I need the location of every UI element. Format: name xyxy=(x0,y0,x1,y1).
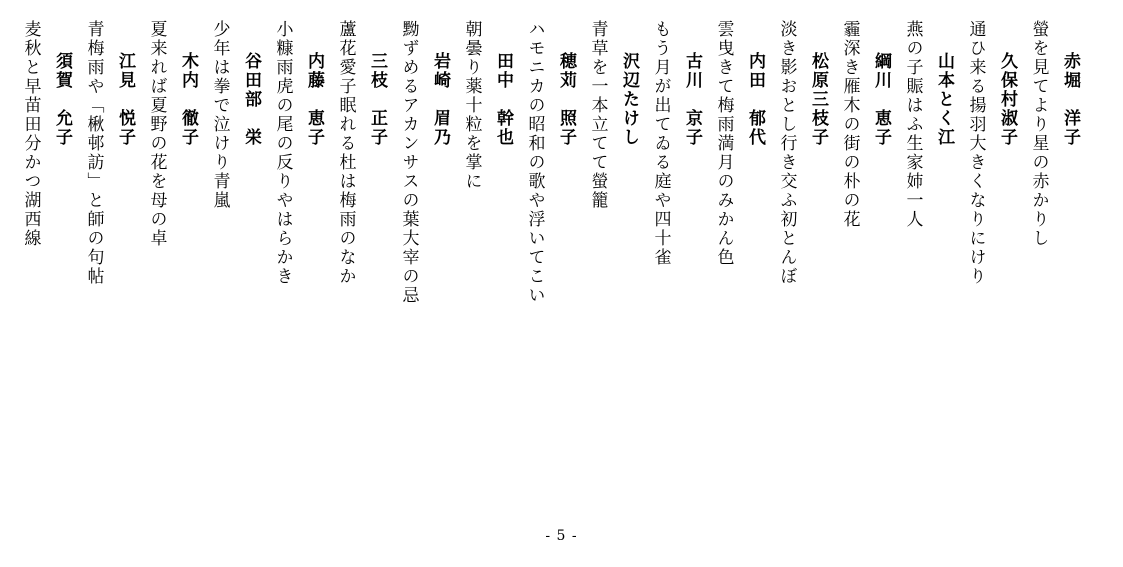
haiku-entry xyxy=(770,20,833,490)
haiku-entry xyxy=(518,20,581,490)
haiku-author: 三枝 正子 xyxy=(367,52,387,147)
haiku-entry xyxy=(896,20,959,490)
haiku-entry xyxy=(392,20,455,490)
haiku-poem: 朝曇り薬十粒を掌に xyxy=(461,20,482,191)
haiku-author: 沢辺たけし xyxy=(619,52,639,147)
haiku-author: 木内 徹子 xyxy=(178,52,198,147)
haiku-entry xyxy=(1022,20,1085,490)
haiku-poem: 黝ずめるアカンサスの葉大宰の忌 xyxy=(398,20,419,305)
haiku-author: 穂苅 照子 xyxy=(556,52,576,147)
haiku-author: 山本とく江 xyxy=(934,52,954,147)
haiku-poem: 霾深き雁木の街の朴の花 xyxy=(839,20,860,229)
haiku-entry xyxy=(581,20,644,490)
haiku-author: 内田 郁代 xyxy=(745,52,765,147)
haiku-list xyxy=(14,20,1085,490)
haiku-poem: 小糠雨虎の尾の反りやはらかき xyxy=(272,20,293,286)
haiku-poem: もう月が出てゐる庭や四十雀 xyxy=(650,20,671,267)
haiku-poem: 夏来れば夏野の花を母の卓 xyxy=(146,20,167,248)
haiku-author: 赤堀 洋子 xyxy=(1060,52,1080,147)
haiku-entry xyxy=(140,20,203,490)
haiku-entry xyxy=(14,20,77,490)
haiku-poem: 通ひ来る揚羽大きくなりにけり xyxy=(965,20,986,286)
haiku-poem: 雲曳きて梅雨満月のみかん色 xyxy=(713,20,734,267)
haiku-author: 田中 幹也 xyxy=(493,52,513,147)
haiku-poem: 青梅雨や「楸邨訪」と師の句帖 xyxy=(83,20,104,286)
haiku-poem: 蘆花愛子眠れる杜は梅雨のなか xyxy=(335,20,356,286)
haiku-author: 江見 悦子 xyxy=(115,52,135,147)
haiku-poem: 燕の子賑はふ生家姉一人 xyxy=(902,20,923,229)
haiku-entry xyxy=(959,20,1022,490)
haiku-entry xyxy=(77,20,140,490)
haiku-poem: 青草を一本立てて螢籠 xyxy=(587,20,608,210)
haiku-entry xyxy=(203,20,266,490)
haiku-author: 古川 京子 xyxy=(682,52,702,147)
haiku-author: 久保村淑子 xyxy=(997,52,1017,147)
haiku-poem: ハモニカの昭和の歌や浮いてこい xyxy=(524,20,545,305)
haiku-entry xyxy=(455,20,518,490)
haiku-entry xyxy=(329,20,392,490)
haiku-author: 綱川 恵子 xyxy=(871,52,891,147)
haiku-poem: 少年は拳で泣けり青嵐 xyxy=(209,20,230,210)
haiku-poem: 麦秋と早苗田分かつ湖西線 xyxy=(20,20,41,248)
haiku-author: 松原三枝子 xyxy=(808,52,828,147)
haiku-poem: 螢を見てより星の赤かりし xyxy=(1028,20,1049,248)
haiku-entry xyxy=(833,20,896,490)
haiku-author: 岩崎 眉乃 xyxy=(430,52,450,147)
haiku-author: 内藤 恵子 xyxy=(304,52,324,147)
haiku-entry xyxy=(707,20,770,490)
haiku-author: 谷田部 栄 xyxy=(241,52,261,147)
haiku-entry xyxy=(266,20,329,490)
page-number: - 5 - xyxy=(545,528,578,544)
haiku-entry xyxy=(644,20,707,490)
haiku-author: 須賀 允子 xyxy=(52,52,72,147)
haiku-poem: 淡き影おとし行き交ふ初とんぼ xyxy=(776,20,797,286)
